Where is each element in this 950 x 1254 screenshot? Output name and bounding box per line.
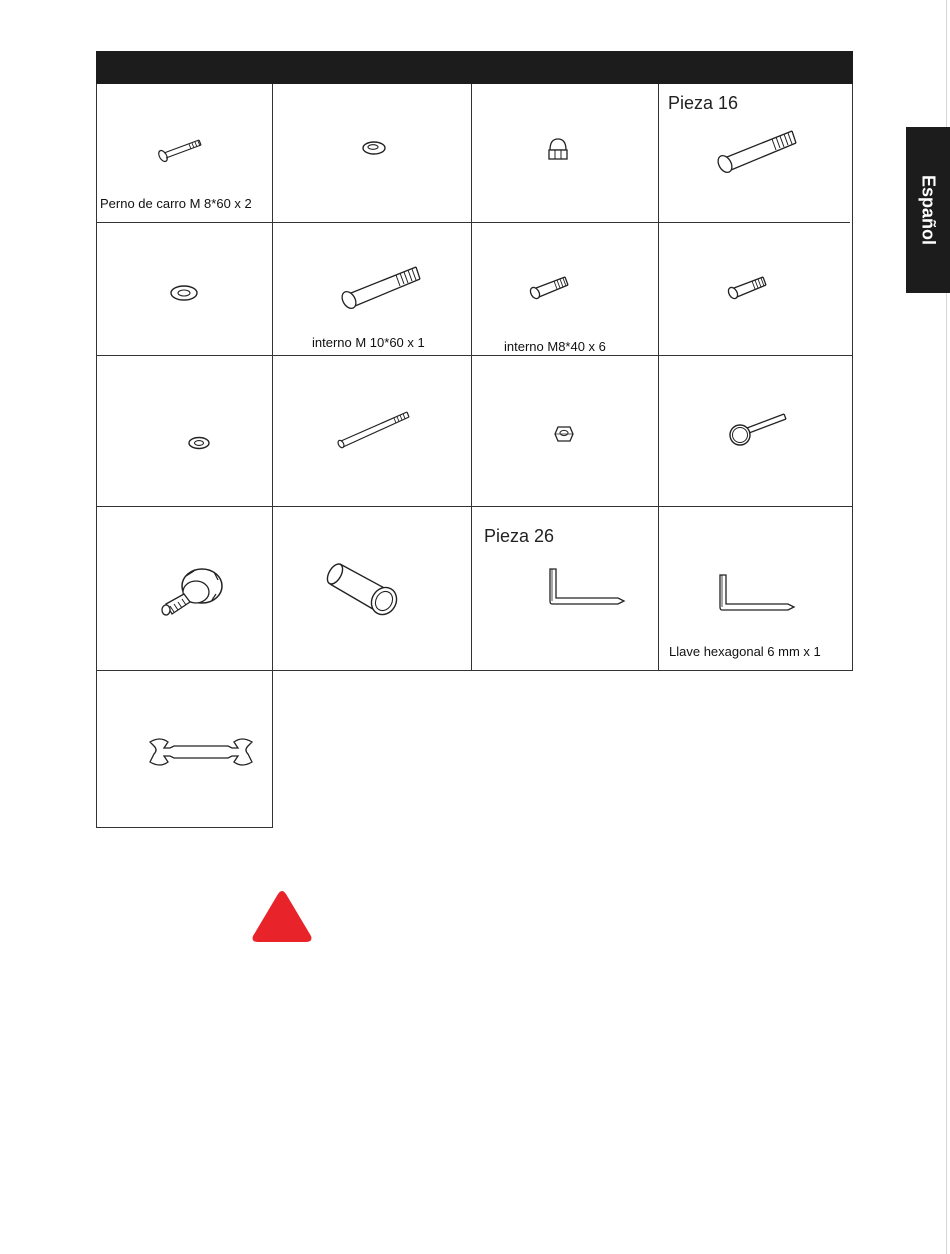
col-divider [471, 84, 472, 671]
wrench-icon [146, 734, 256, 770]
threaded-rod-icon [336, 408, 412, 452]
part-number-label: Pieza 26 [484, 526, 555, 546]
short-bolt-icon [528, 272, 572, 302]
row-divider [96, 506, 853, 507]
row-divider [96, 222, 850, 223]
row-divider [96, 827, 273, 828]
part-caption: Llave hexagonal 6 mm x 1 [669, 644, 821, 659]
adjustment-knob-icon [156, 564, 228, 624]
part-caption: interno M 10*60 x 1 [312, 335, 425, 350]
part-caption: interno M8*40 x 6 [504, 339, 606, 354]
part-caption: Perno de carro M 8*60 x 2 [100, 196, 252, 211]
small-washer-icon [186, 434, 212, 452]
language-tab [906, 127, 950, 293]
carriage-bolt-icon [155, 132, 207, 166]
col-divider [272, 84, 273, 828]
hex-nut-icon [553, 424, 575, 444]
flat-washer-icon [168, 282, 200, 304]
spacer-tube-icon [326, 556, 404, 622]
row-divider [96, 355, 853, 356]
allen-key-icon [546, 566, 628, 608]
col-divider [658, 84, 659, 671]
hex-socket-bolt-icon [338, 262, 426, 314]
short-bolt-icon [726, 272, 770, 302]
language-label: Español [918, 174, 939, 246]
long-bolt-icon [714, 126, 802, 178]
allen-key-icon [716, 572, 798, 614]
row-divider [96, 670, 853, 671]
table-header-bar [96, 51, 853, 84]
col-divider [96, 84, 97, 828]
ring-pin-icon [726, 410, 788, 448]
curved-washer-icon [360, 138, 388, 158]
part-number-label: Pieza 16 [668, 93, 739, 113]
warning-triangle-icon [250, 888, 314, 944]
col-divider [852, 84, 853, 671]
cap-nut-icon [545, 136, 571, 164]
